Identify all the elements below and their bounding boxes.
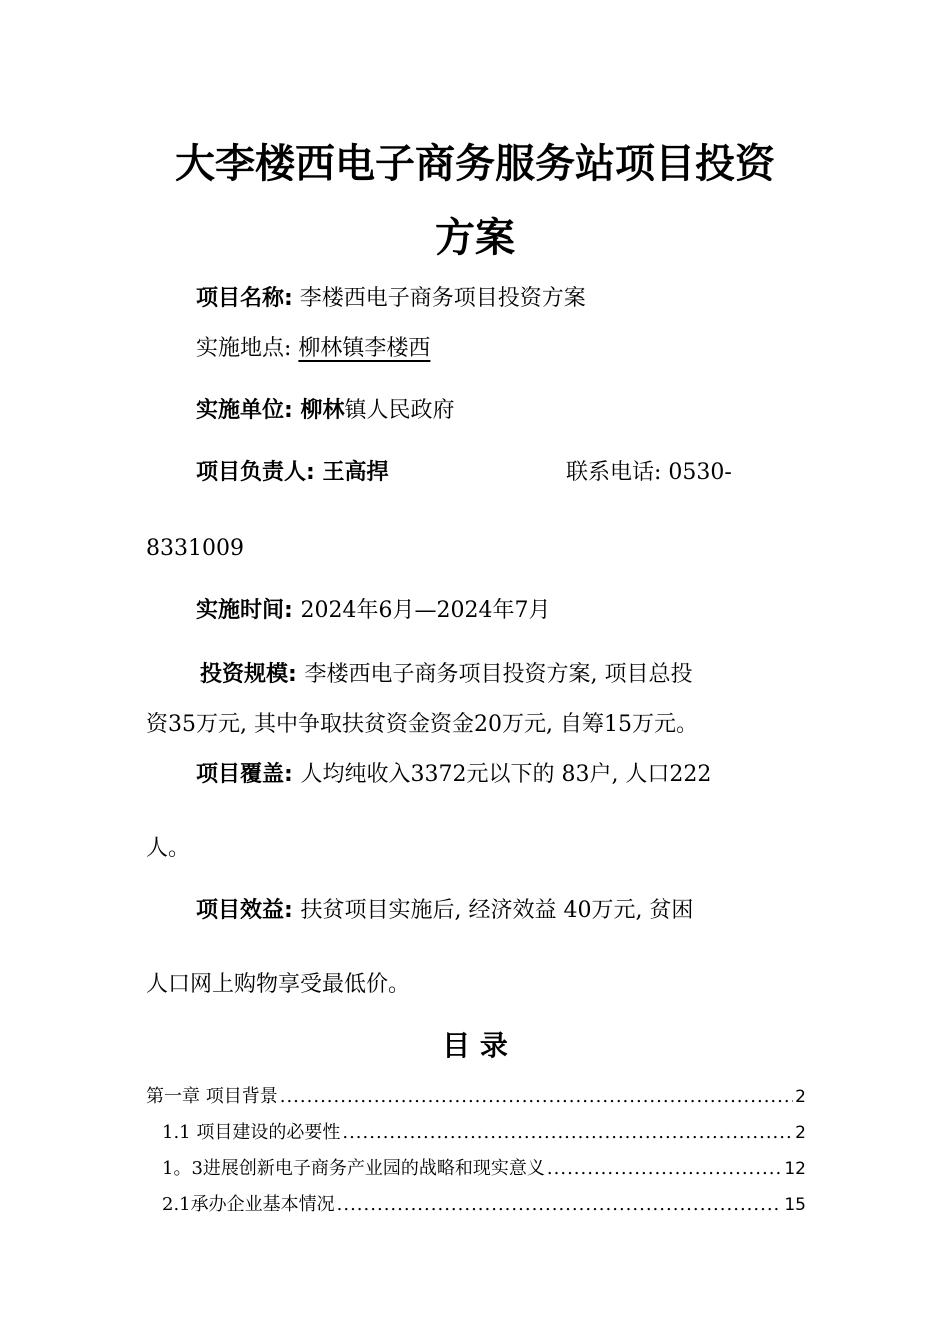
toc-title: 目 录 [442,1029,508,1062]
location-row [196,334,430,364]
toc-item-page: 15 [784,1195,806,1215]
location-value: 柳林镇李楼西 [298,336,431,361]
phone-value-part2: 8331009 [146,536,244,561]
toc-item-page: 2 [795,1087,806,1107]
toc-item-page: 12 [784,1159,806,1179]
toc-item-label: 第一章 项目背景 [146,1086,278,1107]
toc-item[interactable] [162,1120,806,1146]
coverage-label: 项目覆盖: [196,762,301,787]
coverage-row-1 [196,760,711,790]
toc-item[interactable] [162,1192,806,1218]
toc-item-label: 1。3进展创新电子商务产业园的战略和现实意义 [162,1158,545,1179]
scale-label: 投资规模: [200,662,305,687]
time-value: 2024年6月—2024年7月 [300,598,551,623]
coverage-value-line2: 人。 [146,836,191,861]
scale-row-1 [200,660,692,690]
toc-leader-dots [280,1084,793,1110]
leader-value: 王高捍 [314,460,389,485]
coverage-value-line1: 人均纯收入3372元以下的 83户, 人口222 [300,762,712,787]
benefit-value-line2: 人口网上购物享受最低价。 [146,972,411,997]
toc-leader-dots [547,1156,782,1182]
leader-label: 项目负责人: [196,460,315,485]
toc-item[interactable] [162,1156,806,1182]
document-title-line-2: 方案 [435,215,515,261]
benefit-value-line1: 扶贫项目实施后, 经济效益 40万元, 贫困 [300,898,694,923]
unit-value-rest: 镇人民政府 [344,398,455,423]
unit-label: 实施单位: [196,398,301,423]
benefit-label: 项目效益: [196,898,301,923]
toc-item[interactable] [146,1084,806,1110]
toc-item-label: 1.1 项目建设的必要性 [162,1122,341,1143]
phone-row [566,458,732,488]
phone-value-part1: 0530- [668,460,732,485]
unit-value-bold: 柳林 [300,398,345,423]
location-label: 实施地点: [196,336,299,361]
scale-value-line2: 资35万元, 其中争取扶贫资金资金20万元, 自筹15万元。 [146,712,698,737]
time-label: 实施时间: [196,598,301,623]
benefit-row-1 [196,896,693,926]
time-row [196,596,550,626]
document-title-line-1: 大李楼西电子商务服务站项目投资 [175,141,775,187]
unit-row [196,396,455,426]
toc-leader-dots [342,1120,793,1146]
toc-item-label: 2.1承办企业基本情况 [162,1194,335,1215]
project-name-value: 李楼西电子商务项目投资方案 [292,286,586,311]
toc-item-page: 2 [795,1123,806,1143]
leader-row [196,458,388,488]
phone-label: 联系电话: [566,460,669,485]
project-name-row [196,284,586,314]
scale-value-line1: 李楼西电子商务项目投资方案, 项目总投 [304,662,693,687]
project-name-label: 项目名称: [196,286,293,311]
toc-leader-dots [337,1192,783,1218]
